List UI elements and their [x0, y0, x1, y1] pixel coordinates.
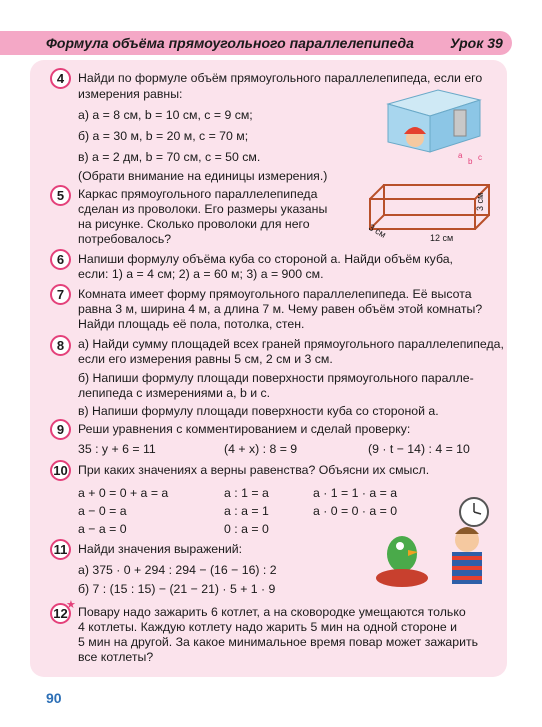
task-9-equation-2: (4 + x) : 8 = 9: [224, 442, 298, 456]
task-9-text: Реши уравнения с комментированием и сделай проверку:: [78, 422, 411, 436]
figure-width-label: 12 см: [430, 233, 454, 243]
task-8-text-line3: б) Напиши формулу площади поверхности прямоугольного паралле-: [78, 371, 474, 385]
task-6-text-line1: Напиши формулу объёма куба со стороной a. Найди объём куба,: [78, 252, 453, 266]
task-10-eq-5: a : a = 1: [224, 504, 269, 518]
wire-box-figure: [360, 175, 500, 247]
task-10-text: При каких значениях a верны равенства? Объясни их смысл.: [78, 463, 430, 477]
task-5-text-line2: сделан из проволоки. Его размеры указаны: [78, 202, 328, 216]
task-8-text-line1: а) Найди сумму площадей всех граней прямоугольного параллелепипеда,: [78, 337, 504, 351]
task-number-8: 8: [50, 335, 71, 356]
task-4-item-a: а) a = 8 см, b = 10 см, c = 9 см;: [78, 108, 253, 122]
svg-text:b: b: [468, 157, 473, 166]
task-4-item-b: б) a = 30 м, b = 20 м, c = 70 м;: [78, 129, 249, 143]
task-4-text-line2: измерения равны:: [78, 87, 183, 101]
star-mark-icon: ★: [66, 599, 76, 611]
task-10-eq-7: a − a = 0: [78, 522, 127, 536]
task-10-eq-3: a · 1 = 1 · a = a: [313, 486, 398, 500]
task-10-eq-8: 0 : a = 0: [224, 522, 269, 536]
task-9-equation-1: 35 : y + 6 = 11: [78, 442, 156, 456]
task-5-text-line1: Каркас прямоугольного параллелепипеда: [78, 187, 318, 201]
page-edge: [510, 60, 542, 677]
svg-text:a: a: [458, 151, 463, 160]
aquarium-illustration: [370, 80, 495, 170]
task-7-text-line2: равна 3 м, ширина 4 м, а длина 7 м. Чему равен объём этой комнаты?: [78, 302, 483, 316]
task-number-12: 12: [50, 603, 71, 624]
task-11-item-b: б) 7 : (15 : 15) − (21 − 21) · 5 + 1 · 9: [78, 582, 276, 596]
lesson-number: Урок 39: [450, 35, 503, 51]
cook-parrot-illustration: [372, 522, 502, 592]
page-number: 90: [46, 690, 62, 706]
task-10-eq-6: a · 0 = 0 · a = 0: [313, 504, 398, 518]
task-11-text: Найди значения выражений:: [78, 542, 243, 556]
task-5-text-line4: потребовалось?: [78, 232, 172, 246]
task-number-9: 9: [50, 419, 71, 440]
task-11-item-a: а) 375 · 0 + 294 : 294 − (16 − 16) : 2: [78, 563, 277, 577]
task-5-text-line3: на рисунке. Сколько проволоки для него: [78, 217, 310, 231]
task-4-item-c: в) a = 2 дм, b = 70 см, c = 50 см.: [78, 150, 261, 164]
svg-text:c: c: [478, 153, 482, 162]
task-7-text-line1: Комната имеет форму прямоугольного параллелепипеда. Её высота: [78, 287, 472, 301]
task-number-10: 10: [50, 460, 71, 481]
task-10-eq-4: a − 0 = a: [78, 504, 127, 518]
task-number-5: 5: [50, 185, 71, 206]
task-8-text-line4: лепипеда с измерениями a, b и c.: [78, 386, 271, 400]
task-9-equation-3: (9 · t − 14) : 4 = 10: [368, 442, 470, 456]
task-12-text-line4: все котлеты?: [78, 650, 154, 664]
task-7-text-line3: Найди площадь её пола, потолка, стен.: [78, 317, 305, 331]
task-12-text-line2: 4 котлеты. Каждую котлету надо жарить 5 мин на одной стороне и: [78, 620, 458, 634]
task-number-4: 4: [50, 68, 71, 89]
task-4-note: (Обрати внимание на единицы измерения.): [78, 169, 328, 183]
task-number-11: 11: [50, 539, 71, 560]
page-title: Формула объёма прямоугольного параллелепипеда: [46, 35, 414, 51]
task-10-eq-1: a + 0 = 0 + a = a: [78, 486, 169, 500]
task-12-text-line1: Повару надо зажарить 6 котлет, а на сковородке умещаются только: [78, 605, 466, 619]
task-8-text-line5: в) Напиши формулу площади поверхности куба со стороной a.: [78, 404, 439, 418]
task-number-7: 7: [50, 284, 71, 305]
lesson-header: [0, 31, 512, 55]
top-margin: [0, 0, 542, 30]
task-number-6: 6: [50, 249, 71, 270]
task-8-text-line2: если его измерения равны 5 см, 2 см и 3 см.: [78, 352, 333, 366]
task-4-text-line1: Найди по формуле объём прямоугольного параллелепипеда, если его: [78, 71, 483, 85]
task-12-text-line3: 5 мин на другой. За какое минимальное время повар может зажарить: [78, 635, 479, 649]
figure-height-label: 3 см: [475, 192, 485, 211]
task-10-eq-2: a : 1 = a: [224, 486, 269, 500]
figure-depth-label: 3 см: [367, 222, 388, 240]
task-6-text-line2: если: 1) a = 4 см; 2) a = 60 м; 3) a = 900 см.: [78, 267, 324, 281]
